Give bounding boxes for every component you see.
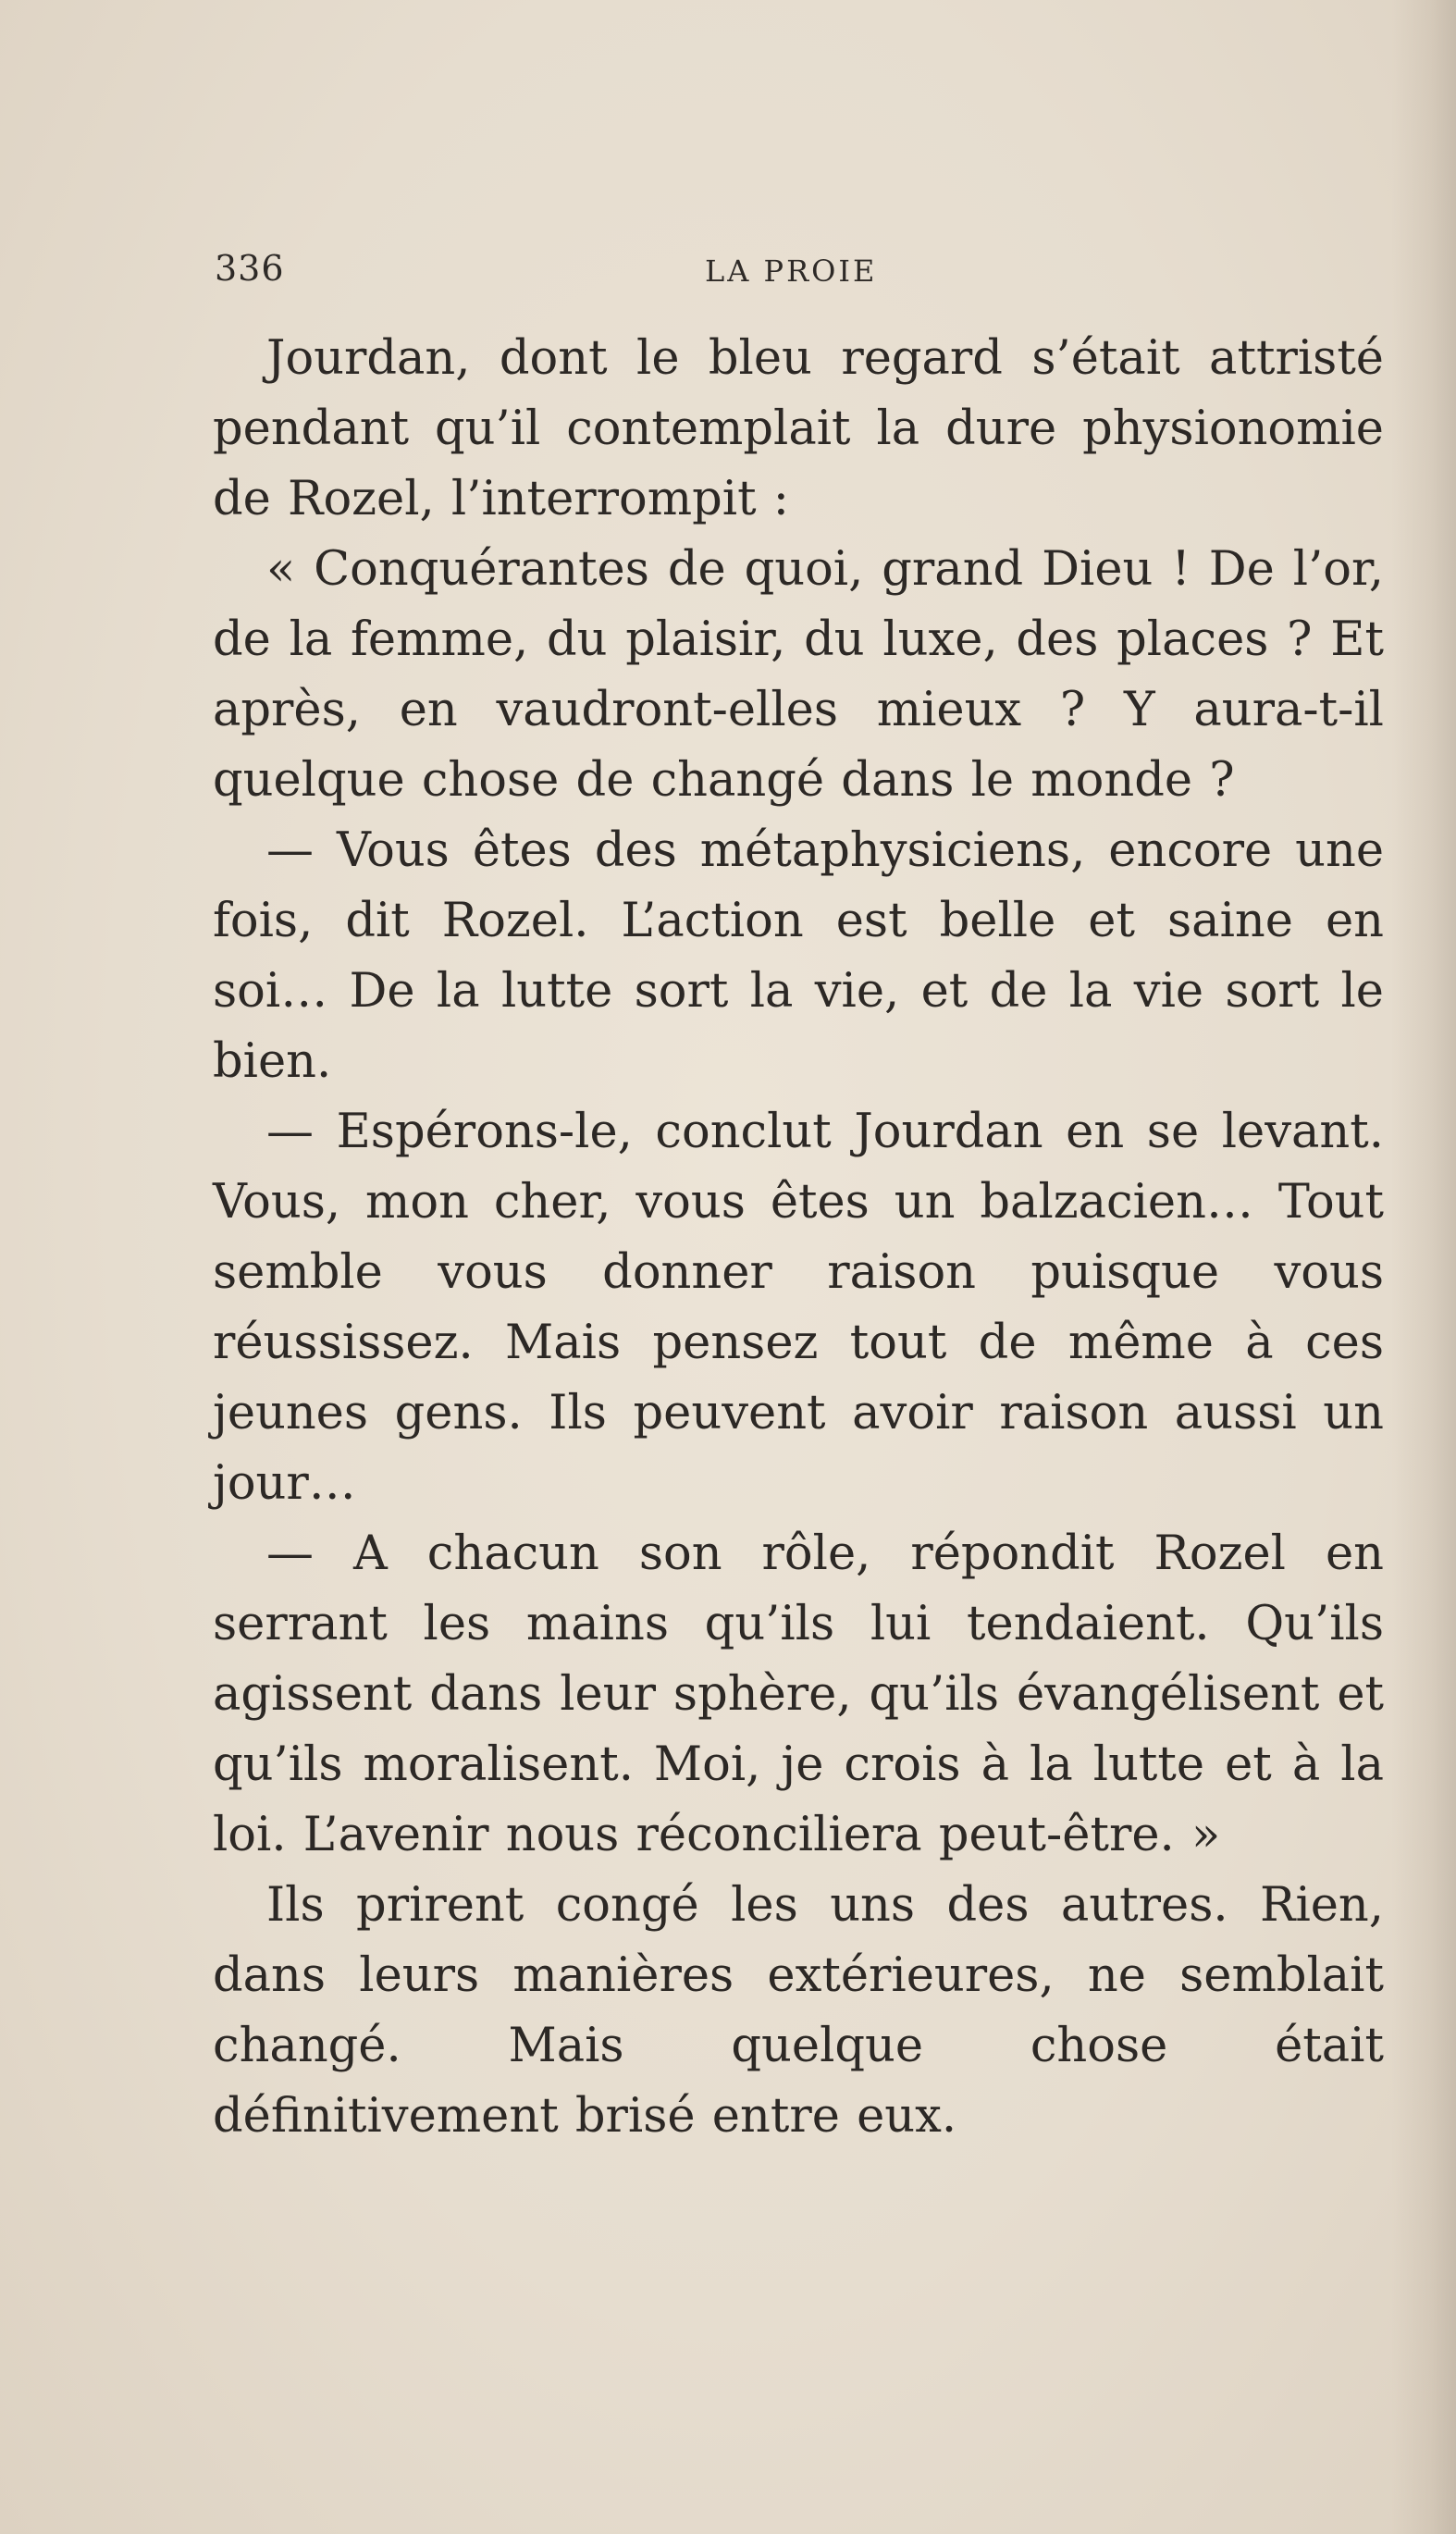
running-title: LA PROIE [705, 253, 878, 289]
paragraph-4: — Espérons-le, conclut Jourdan en se levant. Vous, mon cher, vous êtes un balzacien… Tout semble vous donner raison puisque vous réussissez. Mais pensez tout de même à ces jeunes gens. Ils peuvent avoir raison aussi un jour… [213, 1105, 1384, 1511]
running-head [215, 248, 1380, 303]
paragraph-6: Ils prirent congé les uns des autres. Rien, dans leurs manières extérieures, ne semblait changé. Mais quelque chose était définitivement brisé entre eux. [213, 1878, 1384, 2144]
page-number: 336 [215, 248, 285, 289]
paragraph-1: Jourdan, dont le bleu regard s’était attristé pendant qu’il contemplait la dure physionomie de Rozel, l’interrompit : [213, 331, 1384, 526]
paragraph-2: « Conquérantes de quoi, grand Dieu ! De l’or, de la femme, du plaisir, du luxe, des places ? Et après, en vaudront-elles mieux ? Y aura-t-il quelque chose de changé dans le monde ? [213, 542, 1384, 808]
page-edge-shadow [1391, 0, 1456, 2534]
paragraph-3: — Vous êtes des métaphysiciens, encore une fois, dit Rozel. L’action est belle et saine en soi… De la lutte sort la vie, et de la vie sort le bien. [213, 823, 1384, 1089]
paragraph-5: — A chacun son rôle, répondit Rozel en serrant les mains qu’ils lui tendaient. Qu’ils agissent dans leur sphère, qu’ils évangélisent et qu’ils moralisent. Moi, je crois à la lutte et à la loi. L’avenir nous réconciliera peut-être. » [213, 1527, 1384, 1862]
body-text [213, 324, 1384, 2152]
